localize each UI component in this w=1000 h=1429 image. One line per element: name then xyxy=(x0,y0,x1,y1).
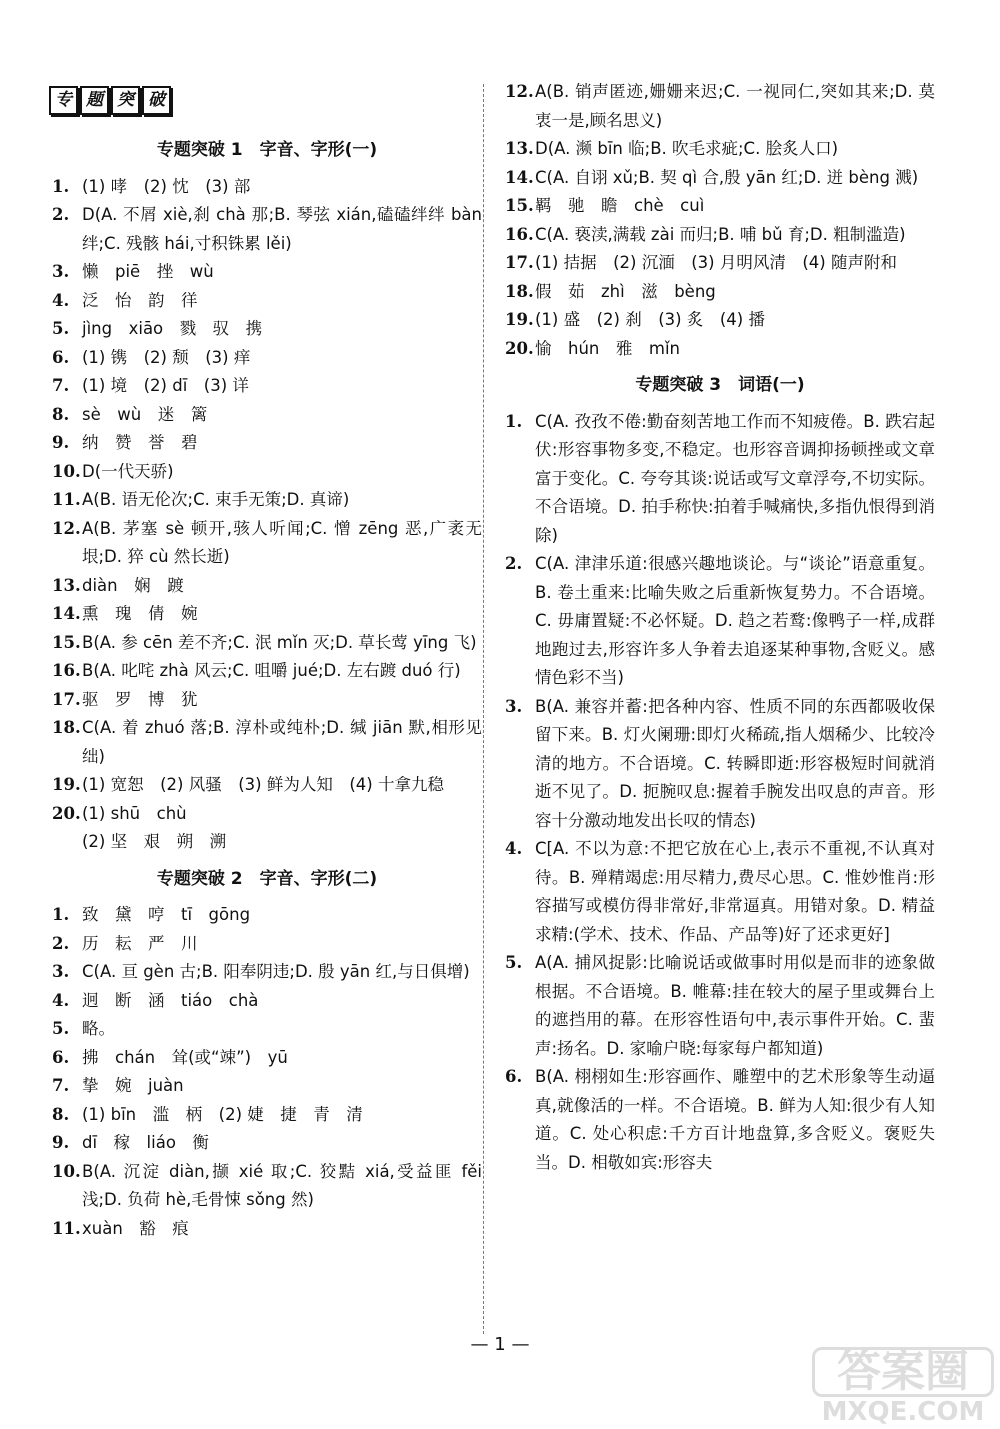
answer-item xyxy=(52,629,482,658)
item-number: 6. xyxy=(505,1067,523,1086)
item-number: 3. xyxy=(52,962,70,981)
answer-item xyxy=(52,930,482,959)
item-text: 假 茹 zhì 滋 bèng xyxy=(535,281,716,301)
page-number: — 1 — xyxy=(470,1334,530,1355)
answer-item xyxy=(52,287,482,316)
item-text: B(A. 叱咤 zhà 风云;C. 咀嚼 jué;D. 左右踱 duó 行) xyxy=(82,661,461,680)
answer-item xyxy=(505,249,935,278)
item-number: 7. xyxy=(52,1076,70,1095)
answer-item xyxy=(52,901,482,930)
item-number: 20. xyxy=(505,338,534,358)
answer-item xyxy=(52,686,482,715)
item-text: dī 稼 liáo 衡 xyxy=(82,1133,209,1152)
item-number: 5. xyxy=(52,1019,70,1038)
banner-char: 突 xyxy=(111,86,140,115)
item-number: 14. xyxy=(52,604,81,623)
answer-item xyxy=(52,515,482,572)
item-text: (1) 拮据 (2) 沉湎 (3) 月明风清 (4) 随声附和 xyxy=(535,253,897,272)
answer-item xyxy=(52,1072,482,1101)
item-text: (1) 哮 (2) 忱 (3) 部 xyxy=(82,176,251,196)
answer-item xyxy=(52,372,482,401)
item-number: 6. xyxy=(52,1047,70,1067)
item-text: 拂 chán 耸(或“竦”) yū xyxy=(82,1047,288,1067)
item-text: jìng xiāo 戮 驭 携 xyxy=(82,319,263,338)
item-text: 纳 赞 誉 碧 xyxy=(82,433,198,452)
answer-item xyxy=(505,221,935,250)
section-title: 专题突破 3 词语(一) xyxy=(635,375,805,395)
item-number: 18. xyxy=(52,718,81,737)
item-number: 1. xyxy=(52,905,70,924)
item-number: 15. xyxy=(52,632,81,652)
item-number: 1. xyxy=(505,411,523,431)
item-text: 挚 婉 juàn xyxy=(82,1076,184,1095)
item-text: 羁 驰 瞻 chè cuì xyxy=(535,196,705,215)
answer-item xyxy=(505,408,935,551)
answer-item xyxy=(52,1044,482,1073)
item-text: B(A. 沉淀 diàn,撷 xié 取;C. 狡黠 xiá,受益匪 fěi 浅;D. 负荷 hè,毛骨悚 sǒng 然) xyxy=(82,1161,482,1209)
answer-item xyxy=(505,135,935,164)
item-text: D(一代天骄) xyxy=(82,461,174,481)
item-text: 愉 hún 雅 mǐn xyxy=(535,338,680,358)
item-text: A(A. 捕风捉影:比喻说话或做事时用似是而非的迹象做根据。不合语境。B. 帷幕:挂在较大的屋子里或舞台上的遮挡用的幕。在形容性语句中,表示事件开始。C. 蜚声:扬名。D. 家喻户晓:每家每户都知道) xyxy=(535,953,935,1058)
answer-item xyxy=(52,201,482,258)
item-text: D(A. 濒 bīn 临;B. 吹毛求疵;C. 脍炙人口) xyxy=(535,139,839,158)
answer-item xyxy=(52,1129,482,1158)
right-column xyxy=(505,78,935,1177)
answer-item xyxy=(52,987,482,1016)
item-text: 驱 罗 博 犹 xyxy=(82,689,198,709)
item-text: C(A. 孜孜不倦:勤奋刻苦地工作而不知疲倦。B. 跌宕起伏:形容事物多变,不稳定。也形容音调抑扬顿挫或文章富于变化。C. 夸夸其谈:说话或写文章浮夸,不切实际。不合语境。D. 拍手称快:拍着手喊痛快,多指仇恨得到消除) xyxy=(535,411,935,545)
item-number: 18. xyxy=(505,281,534,301)
item-number: 2. xyxy=(52,205,70,224)
item-text: (1) shū chù (2) 坚 艰 朔 溯 xyxy=(82,803,227,851)
item-number: 6. xyxy=(52,347,70,367)
item-text: C[A. 不以为意:不把它放在心上,表示不重视,不认真对待。B. 殚精竭虑:用尽精力,费尽心思。C. 惟妙惟肖:形容描写或模仿得非常好,非常逼真。用错对象。D. 精益求精:(学术、技术、作品、产品等)好了还求更好] xyxy=(535,839,935,944)
item-text: B(A. 栩栩如生:形容画作、雕塑中的艺术形象等生动逼真,就像活的一样。不合语境。B. 鲜为人知:很少有人知道。C. 处心积虑:千方百计地盘算,多含贬义。褒贬失当。D. 相敬如宾:形容夫 xyxy=(535,1067,935,1172)
watermark-logo: 答案圈 xyxy=(812,1347,994,1397)
answer-item xyxy=(505,164,935,193)
item-text: xuàn 豁 痕 xyxy=(82,1218,189,1238)
item-text: diàn 娴 踱 xyxy=(82,575,184,595)
answer-item xyxy=(52,258,482,287)
item-text: 泛 怡 韵 徉 xyxy=(82,290,198,310)
answer-item xyxy=(505,835,935,949)
section-title: 专题突破 1 字音、字形(一) xyxy=(156,140,378,160)
item-number: 7. xyxy=(52,376,70,395)
item-text: 迥 断 涵 tiáo chà xyxy=(82,990,259,1010)
banner-char: 题 xyxy=(80,86,109,115)
item-number: 2. xyxy=(52,933,70,953)
answer-item xyxy=(52,458,482,487)
item-number: 4. xyxy=(52,990,70,1010)
answer-item xyxy=(505,278,935,307)
item-text: A(B. 销声匿迹,姗姗来迟;C. 一视同仁,突如其来;D. 莫衷一是,顾名思义) xyxy=(535,82,935,130)
item-text: (1) 盛 (2) 刹 (3) 炙 (4) 播 xyxy=(535,310,765,329)
banner xyxy=(49,86,173,115)
answer-item xyxy=(52,600,482,629)
answer-item xyxy=(505,949,935,1063)
item-number: 1. xyxy=(52,176,70,196)
answer-item xyxy=(505,78,935,135)
item-number: 2. xyxy=(505,554,523,573)
answer-item xyxy=(52,344,482,373)
item-text: 历 耘 严 川 xyxy=(82,933,198,953)
item-text: C(A. 着 zhuó 落;B. 淳朴或纯朴;D. 缄 jiān 默,相形见绌) xyxy=(82,718,482,766)
item-text: B(A. 参 cēn 差不齐;C. 泯 mǐn 灭;D. 草长莺 yīng 飞) xyxy=(82,632,477,652)
left-column xyxy=(52,128,482,1243)
item-text: 致 黛 哼 tī gōng xyxy=(82,905,251,924)
answer-item xyxy=(52,714,482,771)
item-number: 15. xyxy=(505,196,534,215)
banner-char: 专 xyxy=(49,86,78,115)
item-text: A(B. 语无伦次;C. 束手无策;D. 真谛) xyxy=(82,490,350,509)
item-number: 17. xyxy=(52,689,81,709)
item-text: B(A. 兼容并蓄:把各种内容、性质不同的东西都吸收保留下来。B. 灯火阑珊:即灯火稀疏,指人烟稀少、比较冷清的地方。不合语境。C. 转瞬即逝:形容极短时间就消逝不见了。D. 扼腕叹息:握着手腕发出叹息的声音。形容十分激动地发出长叹的情态) xyxy=(535,696,935,830)
answer-item xyxy=(52,1101,482,1130)
answer-item xyxy=(505,335,935,364)
item-text: 懒 piē 挫 wù xyxy=(82,262,214,281)
item-number: 16. xyxy=(505,224,534,244)
item-number: 3. xyxy=(505,696,523,716)
answer-item xyxy=(505,192,935,221)
item-number: 11. xyxy=(52,1218,81,1238)
item-number: 19. xyxy=(52,775,81,794)
item-number: 10. xyxy=(52,1161,81,1181)
item-text: C(A. 亵渎,满载 zài 而归;B. 哺 bǔ 育;D. 粗制滥造) xyxy=(535,224,906,244)
item-number: 5. xyxy=(52,319,70,338)
section-title: 专题突破 2 字音、字形(二) xyxy=(156,868,378,889)
item-number: 12. xyxy=(505,82,534,101)
answer-item xyxy=(505,693,935,836)
item-number: 17. xyxy=(505,253,534,272)
item-number: 16. xyxy=(52,661,81,680)
item-text: A(B. 茅塞 sè 顿开,骇人听闻;C. 憎 zēng 恶,广袤无垠;D. 猝 cù 然长逝) xyxy=(82,518,482,566)
watermark-url: MXQE.COM xyxy=(821,1397,985,1427)
answer-item xyxy=(505,1063,935,1177)
answer-item xyxy=(52,401,482,430)
answer-item xyxy=(52,173,482,202)
item-text: (1) bīn 滥 柄 (2) 婕 捷 青 清 xyxy=(82,1104,363,1124)
item-number: 13. xyxy=(52,575,81,595)
item-number: 19. xyxy=(505,310,534,329)
item-number: 11. xyxy=(52,490,81,509)
column-divider xyxy=(483,84,484,1334)
answer-item xyxy=(52,486,482,515)
item-text: (1) 境 (2) dī (3) 详 xyxy=(82,376,249,395)
item-text: (1) 镌 (2) 颓 (3) 痒 xyxy=(82,347,251,367)
item-text: 熏 瑰 倩 婉 xyxy=(82,604,198,623)
item-number: 12. xyxy=(52,518,81,538)
item-number: 14. xyxy=(505,167,534,187)
answer-item xyxy=(52,958,482,987)
item-number: 3. xyxy=(52,262,70,281)
answer-item xyxy=(52,572,482,601)
item-text: C(A. 津津乐道:很感兴趣地谈论。与“谈论”语意重复。B. 卷土重来:比喻失败之后重新恢复势力。不合语境。C. 毋庸置疑:不必怀疑。D. 趋之若鹜:像鸭子一样,成群地跑过去,形容许多人争着去追逐某种事物,含贬义。感情色彩不当) xyxy=(535,554,935,687)
answer-item xyxy=(52,1215,482,1244)
answer-item xyxy=(52,1015,482,1044)
item-text: (1) 宽恕 (2) 风骚 (3) 鲜为人知 (4) 十拿九稳 xyxy=(82,775,444,794)
item-number: 5. xyxy=(505,953,523,972)
item-number: 8. xyxy=(52,404,70,424)
item-text: D(A. 不屑 xiè,刹 chà 那;B. 琴弦 xián,磕磕绊绊 bàn 绊;C. 残骸 hái,寸积铢累 lěi) xyxy=(82,205,483,253)
item-text: sè wù 迷 篱 xyxy=(82,404,208,424)
item-text: C(A. 自诩 xǔ;B. 契 qì 合,殷 yān 红;D. 迸 bèng 溅) xyxy=(535,167,919,187)
answer-item xyxy=(52,315,482,344)
answer-item xyxy=(52,429,482,458)
item-text: 略。 xyxy=(82,1019,115,1038)
answer-item xyxy=(52,657,482,686)
item-number: 20. xyxy=(52,803,81,823)
item-number: 9. xyxy=(52,433,70,452)
answer-item xyxy=(505,550,935,693)
answer-item xyxy=(52,771,482,800)
item-number: 4. xyxy=(505,839,523,858)
item-number: 4. xyxy=(52,290,70,310)
watermark xyxy=(812,1347,994,1427)
item-number: 8. xyxy=(52,1104,70,1124)
answer-item xyxy=(52,800,482,857)
item-number: 13. xyxy=(505,139,534,158)
answer-item xyxy=(52,1158,482,1215)
banner-char: 破 xyxy=(142,86,171,115)
item-text: C(A. 亘 gèn 古;B. 阳奉阴违;D. 殷 yān 红,与日俱增) xyxy=(82,962,470,981)
item-number: 9. xyxy=(52,1133,70,1152)
item-number: 10. xyxy=(52,461,81,481)
answer-item xyxy=(505,306,935,335)
